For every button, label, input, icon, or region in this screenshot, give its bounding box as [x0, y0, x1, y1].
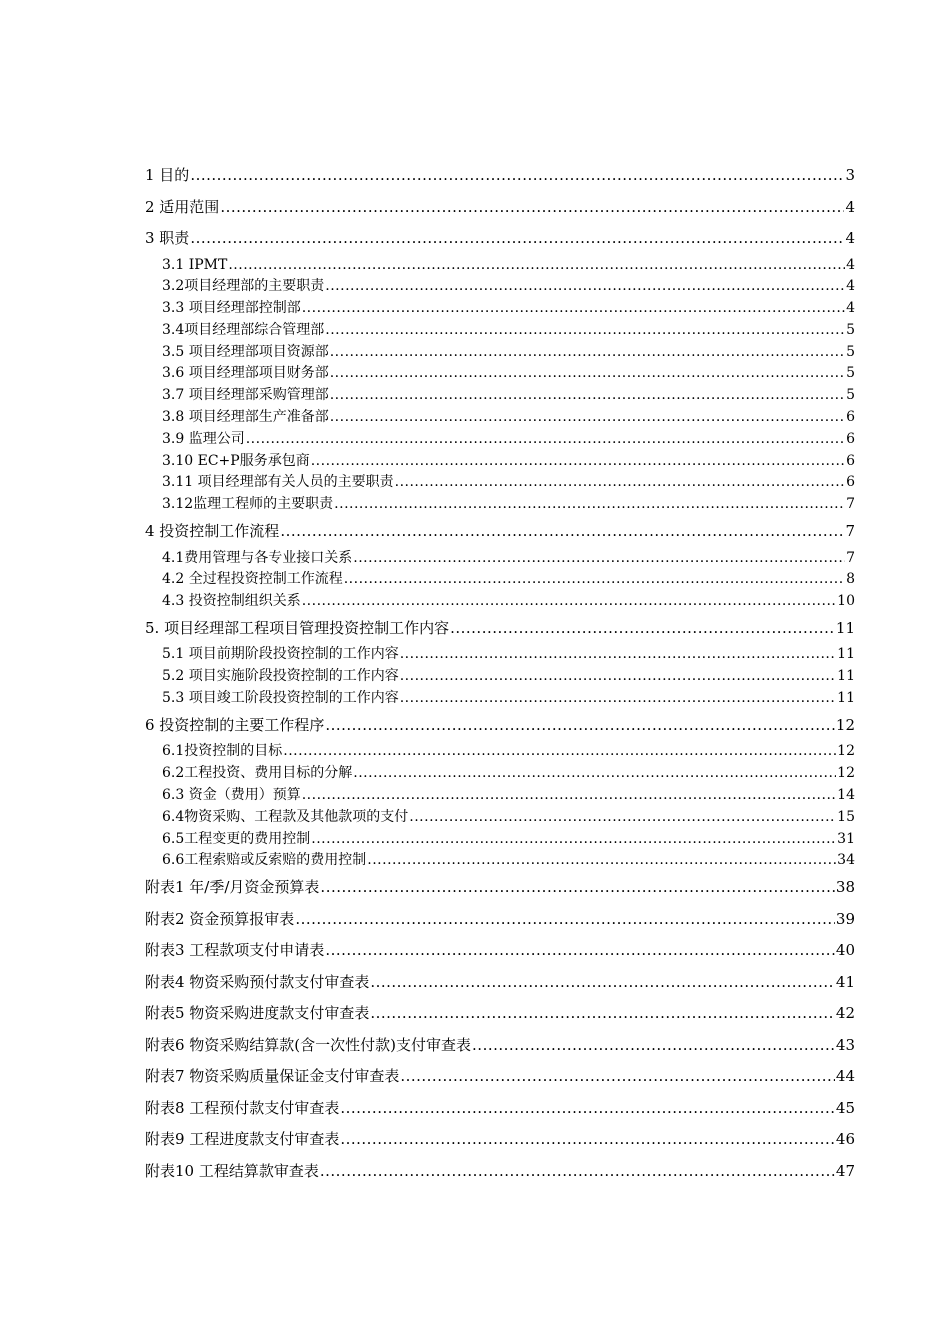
- toc-entry-label: 附表8 工程预付款支付审查表: [145, 1098, 340, 1117]
- toc-leader-dots: [330, 363, 845, 385]
- toc-entry-label: 附表2 资金预算报审表: [145, 909, 295, 928]
- toc-leader-dots: [325, 935, 835, 967]
- toc-entry-7[interactable]: [145, 320, 855, 342]
- toc-page-number: 6: [846, 430, 855, 447]
- toc-page-number: 4: [845, 229, 855, 247]
- toc-entry-27[interactable]: [145, 785, 855, 807]
- toc-leader-dots: [325, 710, 835, 742]
- toc-page-number: 6: [846, 452, 855, 469]
- toc-entry-18[interactable]: [145, 569, 855, 591]
- toc-entry-25[interactable]: [145, 741, 855, 763]
- toc-entry-2[interactable]: [145, 192, 855, 224]
- toc-entry-label: 3 职责: [145, 229, 190, 247]
- toc-page-number: 5: [846, 343, 855, 360]
- toc-entry-label: 4.1费用管理与各专业接口关系: [162, 549, 353, 566]
- toc-page-number: 5: [846, 387, 855, 404]
- toc-leader-dots: [228, 255, 845, 277]
- toc-leader-dots: [370, 967, 835, 999]
- toc-page-number: 42: [835, 1004, 855, 1023]
- toc-entry-label: 4 投资控制工作流程: [145, 522, 280, 541]
- toc-leader-dots: [353, 548, 845, 570]
- toc-entry-6[interactable]: [145, 298, 855, 320]
- toc-entry-label: 3.10 EC+P服务承包商: [162, 452, 310, 469]
- toc-leader-dots: [409, 807, 836, 829]
- toc-entry-13[interactable]: [145, 451, 855, 473]
- toc-page-number: 14: [837, 786, 855, 803]
- toc-page-number: 38: [835, 878, 855, 897]
- toc-entry-15[interactable]: [145, 494, 855, 516]
- toc-leader-dots: [330, 407, 845, 429]
- toc-leader-dots: [367, 850, 836, 872]
- toc-entry-label: 3.1 IPMT: [162, 256, 228, 273]
- toc-leader-dots: [450, 613, 835, 645]
- toc-page-number: 3: [845, 166, 855, 184]
- toc-entry-17[interactable]: [145, 548, 855, 570]
- toc-page-number: 5: [846, 365, 855, 382]
- toc-leader-dots: [283, 741, 836, 763]
- toc-leader-dots: [395, 472, 845, 494]
- toc-entry-label: 3.9 监理公司: [162, 430, 245, 447]
- toc-entry-36[interactable]: [145, 1030, 855, 1062]
- toc-entry-label: 3.2项目经理部的主要职责: [162, 278, 325, 295]
- toc-entry-30[interactable]: [145, 850, 855, 872]
- toc-entry-29[interactable]: [145, 829, 855, 851]
- toc-page-number: 41: [835, 972, 855, 991]
- toc-entry-22[interactable]: [145, 666, 855, 688]
- toc-page-number: 43: [835, 1035, 855, 1054]
- toc-entry-label: 5. 项目经理部工程项目管理投资控制工作内容: [145, 618, 450, 637]
- toc-page-number: 4: [846, 300, 855, 317]
- toc-page-number: 8: [846, 571, 855, 588]
- toc-entry-label: 1 目的: [145, 166, 190, 184]
- toc-entry-16[interactable]: [145, 516, 855, 548]
- toc-entry-12[interactable]: [145, 429, 855, 451]
- toc-leader-dots: [400, 1061, 835, 1093]
- toc-entry-8[interactable]: [145, 342, 855, 364]
- toc-leader-dots: [353, 763, 836, 785]
- toc-entry-26[interactable]: [145, 763, 855, 785]
- toc-leader-dots: [330, 342, 845, 364]
- toc-entry-label: 6.5工程变更的费用控制: [162, 830, 311, 847]
- toc-leader-dots: [311, 451, 845, 473]
- toc-entry-19[interactable]: [145, 591, 855, 613]
- toc-entry-11[interactable]: [145, 407, 855, 429]
- toc-entry-label: 4.2 全过程投资控制工作流程: [162, 571, 343, 588]
- toc-leader-dots: [472, 1030, 835, 1062]
- toc-leader-dots: [340, 1124, 835, 1156]
- toc-entry-5[interactable]: [145, 276, 855, 298]
- toc-entry-23[interactable]: [145, 688, 855, 710]
- toc-leader-dots: [325, 276, 845, 298]
- toc-page-number: 40: [835, 941, 855, 960]
- toc-entry-label: 3.7 项目经理部采购管理部: [162, 387, 329, 404]
- toc-entry-38[interactable]: [145, 1093, 855, 1125]
- toc-entry-39[interactable]: [145, 1124, 855, 1156]
- toc-leader-dots: [370, 998, 835, 1030]
- toc-entry-label: 5.3 项目竣工阶段投资控制的工作内容: [162, 690, 399, 707]
- toc-page-number: 39: [835, 909, 855, 928]
- toc-entry-label: 附表10 工程结算款审查表: [145, 1161, 319, 1180]
- toc-leader-dots: [325, 320, 845, 342]
- toc-entry-label: 4.3 投资控制组织关系: [162, 593, 301, 610]
- toc-entry-28[interactable]: [145, 807, 855, 829]
- toc-entry-label: 3.6 项目经理部项目财务部: [162, 365, 329, 382]
- toc-page-number: 6: [846, 474, 855, 491]
- toc-page-number: 11: [837, 646, 855, 663]
- toc-leader-dots: [302, 785, 836, 807]
- toc-entry-14[interactable]: [145, 472, 855, 494]
- toc-entry-4[interactable]: [145, 255, 855, 277]
- toc-page-number: 7: [846, 496, 855, 513]
- toc-leader-dots: [344, 569, 845, 591]
- toc-page-number: 11: [837, 668, 855, 685]
- toc-entry-label: 6 投资控制的主要工作程序: [145, 715, 325, 734]
- toc-entry-label: 2 适用范围: [145, 197, 220, 216]
- toc-entry-label: 附表4 物资采购预付款支付审查表: [145, 972, 370, 991]
- toc-leader-dots: [334, 494, 845, 516]
- toc-entry-label: 6.3 资金（费用）预算: [162, 786, 301, 803]
- toc-page-number: 6: [846, 409, 855, 426]
- toc-leader-dots: [400, 666, 836, 688]
- toc-leader-dots: [400, 688, 836, 710]
- toc-entry-label: 3.12监理工程师的主要职责: [162, 496, 334, 513]
- toc-page-number: 15: [837, 808, 855, 825]
- toc-leader-dots: [190, 160, 844, 192]
- toc-entry-label: 附表9 工程进度款支付审查表: [145, 1130, 340, 1149]
- toc-page-number: 12: [837, 765, 855, 782]
- toc-entry-10[interactable]: [145, 385, 855, 407]
- toc-leader-dots: [330, 385, 845, 407]
- toc-entry-label: 6.6工程索赔或反索赔的费用控制: [162, 852, 367, 869]
- toc-page-number: 12: [837, 743, 855, 760]
- toc-leader-dots: [280, 516, 844, 548]
- toc-leader-dots: [295, 904, 835, 936]
- toc-page-number: 45: [835, 1098, 855, 1117]
- toc-page-number: 34: [837, 852, 855, 869]
- toc-entry-35[interactable]: [145, 998, 855, 1030]
- toc-entry-label: 3.3 项目经理部控制部: [162, 300, 301, 317]
- toc-entry-40[interactable]: [145, 1156, 855, 1188]
- toc-leader-dots: [302, 298, 845, 320]
- toc-page-number: 7: [846, 549, 855, 566]
- toc-leader-dots: [302, 591, 836, 613]
- toc-entry-1[interactable]: [145, 160, 855, 192]
- table-of-contents: [145, 160, 855, 1187]
- toc-entry-24[interactable]: [145, 710, 855, 742]
- toc-page-number: 47: [835, 1161, 855, 1180]
- toc-leader-dots: [190, 223, 844, 255]
- toc-entry-label: 5.2 项目实施阶段投资控制的工作内容: [162, 668, 399, 685]
- toc-entry-label: 6.4物资采购、工程款及其他款项的支付: [162, 808, 409, 825]
- toc-page-number: 7: [845, 522, 855, 541]
- toc-entry-34[interactable]: [145, 967, 855, 999]
- toc-page-number: 10: [837, 593, 855, 610]
- toc-entry-37[interactable]: [145, 1061, 855, 1093]
- toc-entry-label: 3.11 项目经理部有关人员的主要职责: [162, 474, 394, 491]
- toc-entry-label: 3.5 项目经理部项目资源部: [162, 343, 329, 360]
- toc-entry-20[interactable]: [145, 613, 855, 645]
- toc-entry-label: 3.4项目经理部综合管理部: [162, 321, 325, 338]
- toc-entry-label: 附表3 工程款项支付申请表: [145, 941, 325, 960]
- toc-entry-label: 3.8 项目经理部生产准备部: [162, 409, 329, 426]
- toc-page-number: 5: [846, 321, 855, 338]
- toc-entry-32[interactable]: [145, 904, 855, 936]
- toc-entry-label: 附表6 物资采购结算款(含一次性付款)支付审查表: [145, 1035, 472, 1054]
- toc-page-number: 12: [835, 715, 855, 734]
- toc-leader-dots: [311, 829, 836, 851]
- toc-page-number: 11: [835, 618, 855, 637]
- toc-page-number: 44: [835, 1067, 855, 1086]
- toc-page-number: 4: [845, 197, 855, 216]
- toc-page-number: 31: [837, 830, 855, 847]
- toc-entry-21[interactable]: [145, 644, 855, 666]
- toc-entry-label: 附表1 年/季/月资金预算表: [145, 878, 320, 897]
- toc-entry-label: 5.1 项目前期阶段投资控制的工作内容: [162, 646, 399, 663]
- toc-entry-9[interactable]: [145, 363, 855, 385]
- toc-page-number: 11: [837, 690, 855, 707]
- toc-entry-label: 6.1投资控制的目标: [162, 743, 283, 760]
- toc-leader-dots: [320, 1156, 835, 1188]
- toc-leader-dots: [246, 429, 845, 451]
- toc-entry-3[interactable]: [145, 223, 855, 255]
- toc-entry-33[interactable]: [145, 935, 855, 967]
- toc-leader-dots: [220, 192, 844, 224]
- toc-entry-label: 附表5 物资采购进度款支付审查表: [145, 1004, 370, 1023]
- toc-page-number: 4: [846, 278, 855, 295]
- toc-leader-dots: [400, 644, 836, 666]
- toc-entry-label: 附表7 物资采购质量保证金支付审查表: [145, 1067, 400, 1086]
- toc-leader-dots: [320, 872, 834, 904]
- toc-entry-31[interactable]: [145, 872, 855, 904]
- toc-page-number: 4: [846, 256, 855, 273]
- toc-leader-dots: [340, 1093, 835, 1125]
- toc-page-number: 46: [835, 1130, 855, 1149]
- toc-entry-label: 6.2工程投资、费用目标的分解: [162, 765, 353, 782]
